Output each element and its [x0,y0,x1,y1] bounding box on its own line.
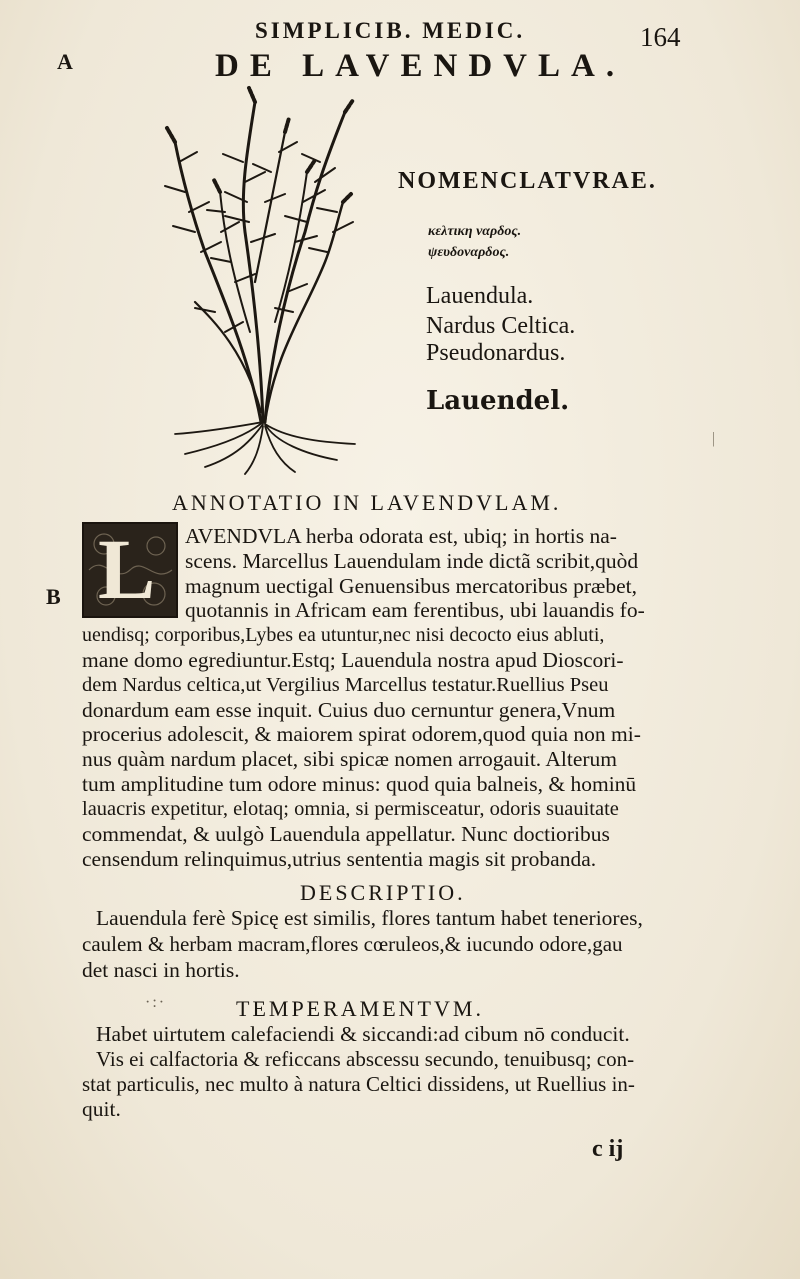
margin-letter-b: B [46,584,61,609]
page-title: DE LAVENDVLA. [215,48,626,84]
annotation-line: nus quàm nardum placet, sibi spicæ nomen arrogauit. Alterum [82,747,618,771]
annotation-line: censendum relinquimus,utrius sententia magis sit probanda. [82,847,597,871]
greek-name-1: κελτικη ναρδος. [428,224,522,239]
lavender-woodcut-illustration [75,82,415,477]
latin-name-3: Pseudonardus. [426,340,566,366]
annotation-line: tum amplitudine tum odore minus: quod quia balneis, & hominū [82,772,637,796]
annotation-line: procerius adolescit, & maiorem spirat odorem,quod quia non mi- [82,722,641,746]
initial-letter: L [98,521,156,617]
temperamentum-line: Habet uirtutem calefaciendi & siccandi:ad cibum nō conducit. [96,1022,630,1046]
annotation-line: dem Nardus celtica,ut Vergilius Marcellus testatur.Ruellius Pseu [82,674,609,696]
descriptio-line: det nasci in hortis. [82,958,240,982]
annotation-line: AVENDVLA herba odorata est, ubiq; in hortis na- [185,524,617,548]
margin-letter-a: A [57,49,73,74]
annotation-line: uendisq; corporibus,Lybes ea utuntur,nec nisi decocto eius abluti, [82,624,605,646]
annotation-line: quotannis in Africam eam ferentibus, ubi lauandis fo- [185,598,645,622]
temperamentum-line: quit. [82,1097,121,1121]
margin-mark: | [712,430,716,447]
descriptio-title: DESCRIPTIO. [300,880,466,905]
greek-name-2: ψευδοναρδος. [428,245,510,260]
latin-name-2: Nardus Celtica. [426,313,576,339]
annotation-line: lauacris expetitur, elotaq; omnia, si permisceatur, odoris suauitate [82,798,619,820]
annotation-title: ANNOTATIO IN LAVENDVLAM. [172,490,562,515]
annotation-line: scens. Marcellus Lauendulam inde dictã scribit,quòd [185,549,639,573]
descriptio-line: Lauendula ferè Spicę est similis, flores tantum habet teneriores, [96,906,643,930]
temperamentum-line: Vis ei calfactoria & reficcans abscessu secundo, tenuibusq; con- [96,1047,635,1071]
annotation-line: magnum uectigal Genuensibus mercatoribus præbet, [185,574,637,598]
signature-mark: c ij [592,1136,624,1162]
descriptio-line: caulem & herbam macram,flores cœruleos,& iucundo odore,gau [82,932,623,956]
german-name: Lauendel. [426,386,570,416]
nomenclature-title: NOMENCLATVRAE. [398,168,657,194]
page-number: 164 [640,22,681,52]
annotation-line: mane domo egrediuntur.Estq; Lauendula nostra apud Dioscori- [82,648,624,672]
temperamentum-line: stat particulis, nec multo à natura Celtici dissidens, ut Ruellius in- [82,1072,635,1096]
section-ornament: ·:· [145,994,167,1011]
annotation-line: commendat, & uulgò Lauendula appellatur. Nunc doctioribus [82,822,610,846]
running-title: SIMPLICIB. MEDIC. [255,18,526,43]
latin-name-1: Lauendula. [426,283,534,309]
temperamentum-title: TEMPERAMENTVM. [236,996,484,1021]
decorated-initial [82,522,178,618]
annotation-line: donardum eam esse inquit. Cuius duo cernuntur genera,Vnum [82,698,616,722]
